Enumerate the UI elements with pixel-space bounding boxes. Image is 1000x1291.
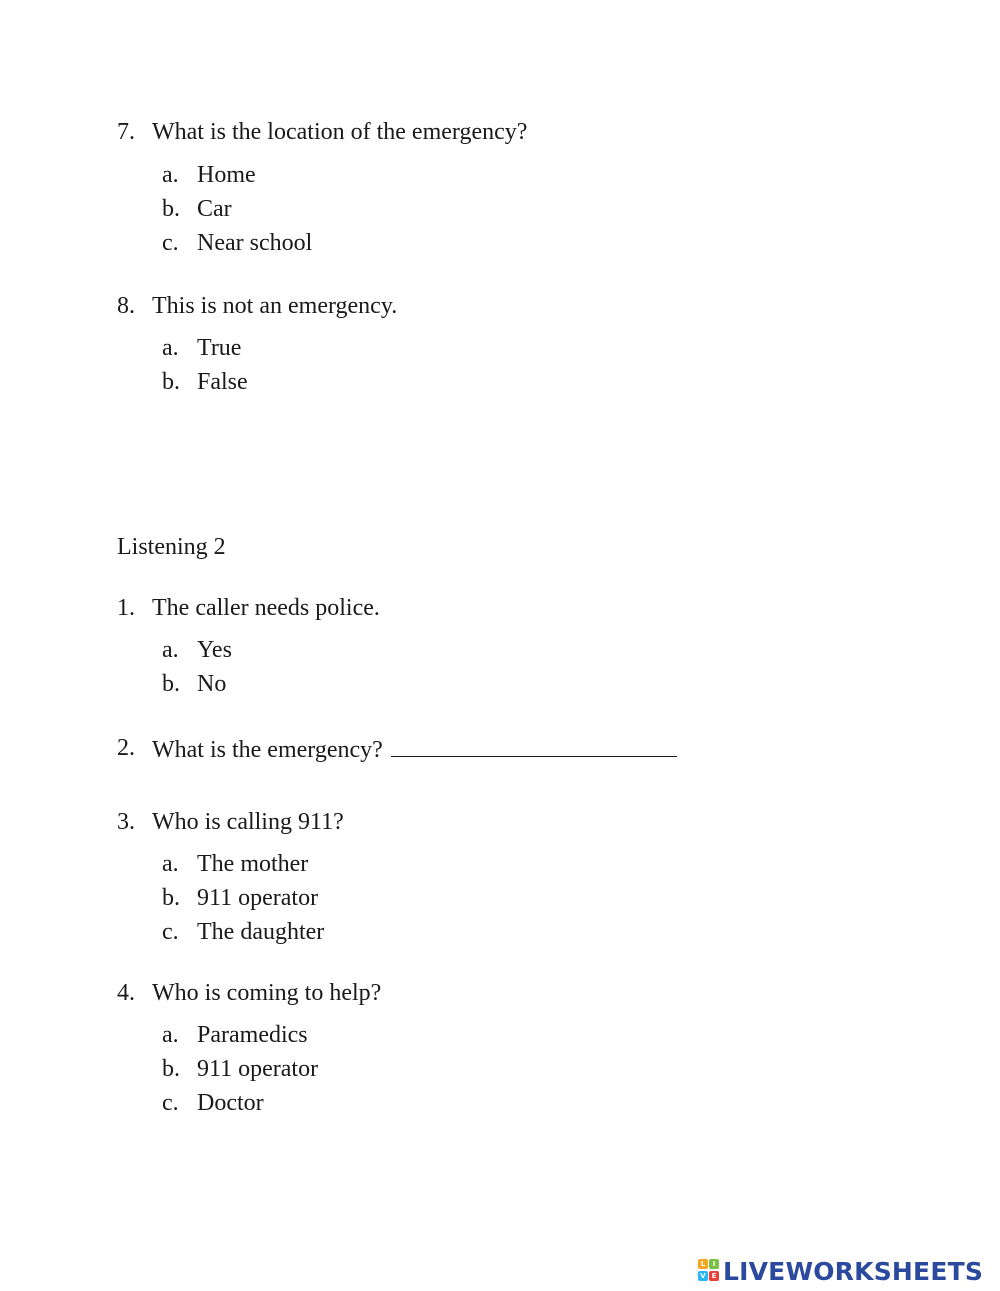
option-letter: a. xyxy=(162,335,179,361)
question-number: 8. xyxy=(117,293,135,319)
option-text: Car xyxy=(197,196,232,222)
option-text: 911 operator xyxy=(197,1056,319,1082)
option-letter: c. xyxy=(162,230,179,256)
question-number: 1. xyxy=(117,595,135,621)
question-text: Who is calling 911? xyxy=(152,809,344,835)
option-text: No xyxy=(197,671,227,697)
question-number: 7. xyxy=(117,119,135,145)
option-letter: b. xyxy=(162,885,180,911)
question-number: 2. xyxy=(117,735,135,761)
option-text: Doctor xyxy=(197,1090,264,1116)
question-text: What is the location of the emergency? xyxy=(152,119,528,145)
logo-square-i: I xyxy=(709,1259,719,1269)
option-letter: c. xyxy=(162,919,179,945)
question-number: 3. xyxy=(117,809,135,835)
logo-icon xyxy=(698,1259,720,1283)
option-letter: b. xyxy=(162,196,180,222)
option-text: True xyxy=(197,335,242,361)
option-letter: b. xyxy=(162,1056,180,1082)
option-letter: b. xyxy=(162,369,180,395)
option-letter: a. xyxy=(162,162,179,188)
logo-square-v: V xyxy=(698,1271,708,1281)
question-text: What is the emergency? xyxy=(152,737,383,763)
question-number: 4. xyxy=(117,980,135,1006)
logo-square-l: L xyxy=(698,1259,708,1269)
question-text-with-blank xyxy=(152,736,677,762)
option-letter: a. xyxy=(162,1022,179,1048)
question-text: Who is coming to help? xyxy=(152,980,382,1006)
logo-square-e: E xyxy=(709,1271,719,1281)
section-title: Listening 2 xyxy=(117,534,226,560)
option-text: Paramedics xyxy=(197,1022,308,1048)
option-letter: c. xyxy=(162,1090,179,1116)
option-text: The mother xyxy=(197,851,309,877)
question-text: The caller needs police. xyxy=(152,595,380,621)
option-letter: b. xyxy=(162,671,180,697)
option-letter: a. xyxy=(162,637,179,663)
option-text: False xyxy=(197,369,248,395)
liveworksheets-logo[interactable] xyxy=(698,1258,983,1284)
option-letter: a. xyxy=(162,851,179,877)
answer-blank[interactable] xyxy=(391,736,677,757)
logo-text: LIVEWORKSHEETS xyxy=(723,1256,984,1286)
option-text: 911 operator xyxy=(197,885,319,911)
option-text: Home xyxy=(197,162,256,188)
option-text: Near school xyxy=(197,230,313,256)
option-text: The daughter xyxy=(197,919,325,945)
option-text: Yes xyxy=(197,637,232,663)
question-text: This is not an emergency. xyxy=(152,293,398,319)
